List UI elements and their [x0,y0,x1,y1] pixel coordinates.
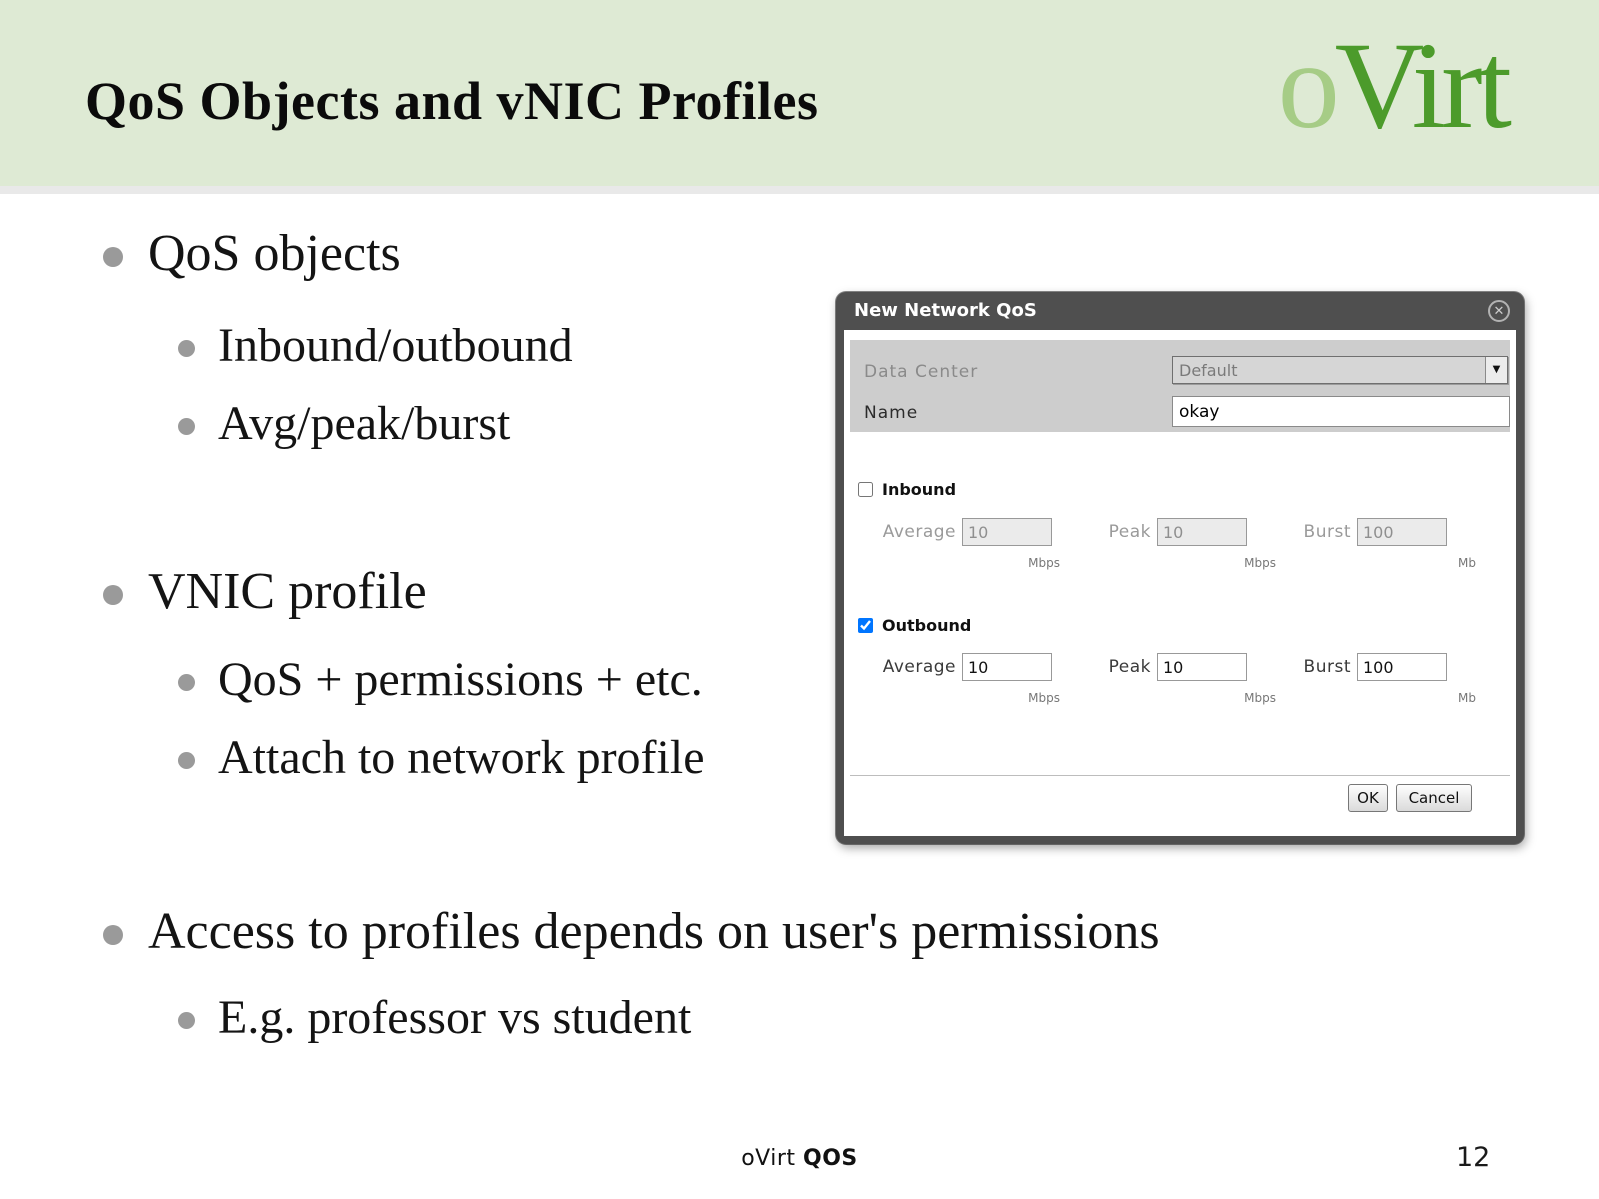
ovirt-logo-virt: Virt [1334,17,1507,154]
inbound-label: Inbound [882,480,957,499]
outbound-average-label: Average [882,657,956,677]
dialog-header-fields [850,340,1510,432]
bullet-access-profiles [103,902,1160,962]
inbound-average-unit: Mbps [1028,556,1060,570]
inbound-burst-field [1274,518,1447,546]
name-input[interactable] [1172,396,1510,427]
footer-title-regular: oVirt [741,1146,804,1171]
bullet-avg-peak-burst [178,396,510,451]
inbound-burst-input[interactable] [1357,518,1447,546]
inbound-peak-label: Peak [1108,522,1151,542]
inbound-peak-field [1074,518,1247,546]
bullet-dot [103,585,123,605]
inbound-average-field [858,518,1052,546]
bullet-attach-network [178,730,705,785]
data-center-select[interactable] [1172,356,1508,384]
bullet-text: Attach to network profile [218,731,705,784]
inbound-checkbox[interactable] [858,482,873,497]
dialog-titlebar [836,292,1524,330]
new-network-qos-dialog [836,292,1524,844]
bullet-vnic-profile [103,562,427,622]
inbound-peak-unit: Mbps [1244,556,1276,570]
bullet-text: Avg/peak/burst [218,397,511,450]
outbound-burst-field [1274,653,1447,681]
outbound-checkbox[interactable] [858,618,873,633]
outbound-average-input[interactable] [962,653,1052,681]
bullet-text: Inbound/outbound [218,319,573,372]
bullet-dot [178,418,195,435]
outbound-peak-input[interactable] [1157,653,1247,681]
data-center-selected-value: Default [1179,361,1238,380]
bullet-dot [178,1012,195,1029]
bullet-professor-student [178,990,691,1045]
inbound-average-label: Average [882,522,956,542]
bullet-inbound-outbound [178,318,573,373]
close-icon[interactable]: ✕ [1488,300,1510,322]
ovirt-logo [1278,18,1507,154]
inbound-average-input[interactable] [962,518,1052,546]
bullet-text: E.g. professor vs student [218,991,692,1044]
data-center-label: Data Center [864,362,979,382]
inbound-checkbox-row [858,480,956,499]
bullet-text: VNIC profile [148,563,427,620]
outbound-average-field [858,653,1052,681]
bullet-dot [178,752,195,769]
footer-title [0,1146,1599,1171]
outbound-burst-label: Burst [1303,657,1351,677]
inbound-burst-label: Burst [1303,522,1351,542]
dialog-title: New Network QoS [854,300,1037,321]
outbound-checkbox-row [858,616,971,635]
bullet-text: Access to profiles depends on user's permissions [148,903,1160,960]
bullet-dot [103,247,123,267]
bullet-text: QoS objects [148,225,401,282]
dialog-content [844,330,1516,836]
outbound-peak-label: Peak [1108,657,1151,677]
cancel-button[interactable]: Cancel [1396,784,1472,812]
outbound-burst-unit: Mb [1458,691,1476,705]
inbound-burst-unit: Mb [1458,556,1476,570]
ok-button[interactable]: OK [1348,784,1388,812]
bullet-dot [178,674,195,691]
bullet-dot [178,340,195,357]
outbound-average-unit: Mbps [1028,691,1060,705]
outbound-peak-unit: Mbps [1244,691,1276,705]
ovirt-logo-o: o [1277,17,1335,154]
bullet-text: QoS + permissions + etc. [218,653,703,706]
page-title: QoS Objects and vNIC Profiles [85,71,819,131]
footer-title-bold: QOS [803,1146,858,1171]
bullet-qos-objects [103,224,401,284]
inbound-peak-input[interactable] [1157,518,1247,546]
bullet-dot [103,925,123,945]
outbound-label: Outbound [882,616,972,635]
chevron-down-icon[interactable]: ▼ [1485,357,1507,383]
header-divider [0,186,1599,194]
outbound-burst-input[interactable] [1357,653,1447,681]
page-number: 12 [1456,1142,1491,1173]
name-label: Name [864,403,919,423]
bullet-qos-permissions [178,652,703,707]
dialog-footer-divider [850,775,1510,776]
outbound-peak-field [1074,653,1247,681]
